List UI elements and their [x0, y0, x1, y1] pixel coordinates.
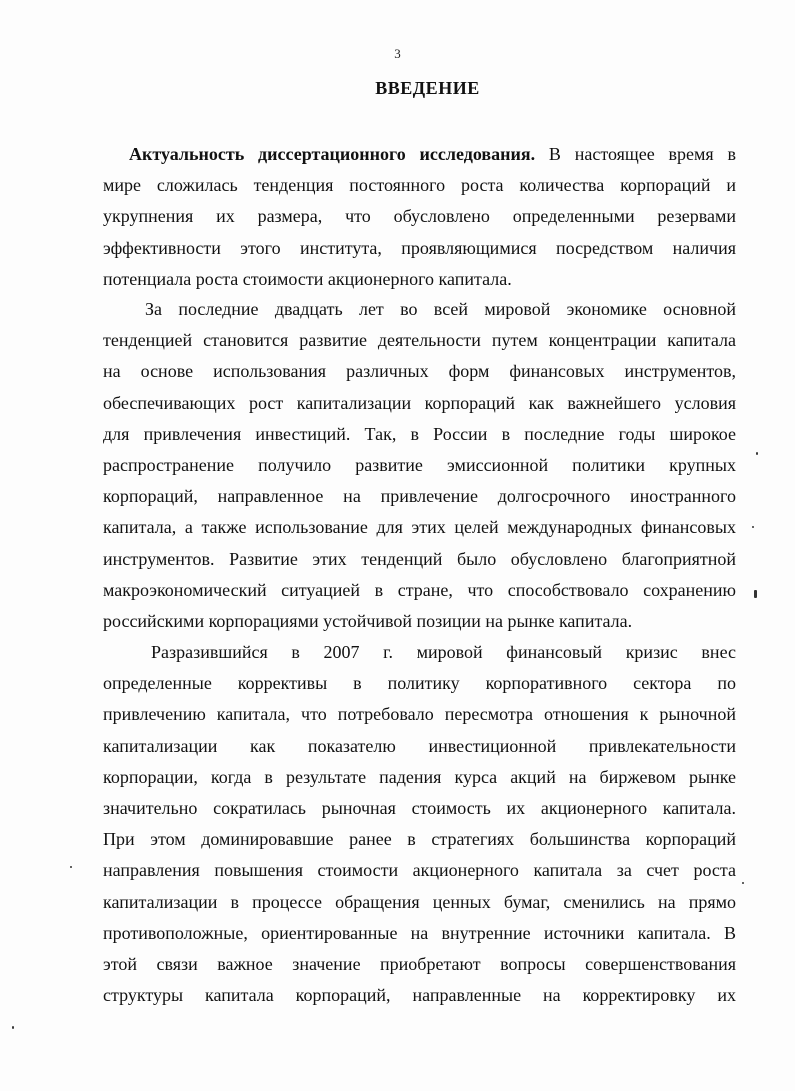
scan-speck	[12, 1026, 14, 1029]
paragraph-line: этой связи важное значение приобретают вопросы совершенствования	[103, 953, 736, 974]
scan-speck	[70, 866, 72, 868]
paragraph-line: для привлечения инвестиций. Так, в России в последние годы широкое	[103, 423, 736, 444]
paragraph-line: Разразившийся в 2007 г. мировой финансовый кризис внес	[151, 642, 736, 662]
paragraph-relevance	[103, 139, 736, 295]
scan-speck	[752, 526, 754, 528]
paragraph-line: макроэкономический ситуацией в стране, что способствовало сохранению	[103, 579, 736, 600]
scan-speck	[742, 882, 744, 884]
paragraph-line: определенные коррективы в политику корпоративного сектора по	[103, 673, 736, 694]
paragraph-line	[103, 139, 736, 170]
paragraph-line: капитала, а также использование для этих целей международных финансовых	[103, 517, 736, 538]
paragraph-line: инструментов. Развитие этих тенденций было обусловлено благоприятной	[103, 548, 736, 569]
page-number: 3	[394, 46, 401, 61]
scan-speck	[754, 590, 757, 598]
line-continuation: В настоящее время в	[535, 144, 736, 164]
section-title: ВВЕДЕНИЕ	[375, 78, 480, 98]
paragraph-line: капитализации в процессе обращения ценных бумаг, сменились на прямо	[103, 891, 736, 912]
paragraph-line: эффективности этого института, проявляющимися посредством наличия	[103, 237, 736, 258]
paragraph-line: При этом доминировавшие ранее в стратегиях большинства корпораций	[103, 829, 736, 850]
paragraph-line: корпорации, когда в результате падения курса акций на биржевом рынке	[103, 766, 736, 787]
paragraph-line: За последние двадцать лет во всей мировой экономике основной	[145, 299, 736, 319]
paragraph-line: тенденцией становится развитие деятельности путем концентрации капитала	[103, 330, 736, 351]
paragraph-line: направления повышения стоимости акционерного капитала за счет роста	[103, 860, 736, 881]
paragraph-line: мире сложилась тенденция постоянного роста количества корпораций и	[103, 175, 736, 196]
paragraph-line: укрупнения их размера, что обусловлено определенными резервами	[103, 206, 736, 227]
paragraph-trends	[103, 294, 736, 637]
paragraph-line: на основе использования различных форм финансовых инструментов,	[103, 361, 736, 382]
paragraph-line: потенциала роста стоимости акционерного капитала.	[103, 268, 512, 289]
paragraph-line: корпораций, направленное на привлечение долгосрочного иностранного	[103, 486, 736, 507]
paragraph-line: противоположные, ориентированные на внутренние источники капитала. В	[103, 922, 736, 943]
paragraph-line: структуры капитала корпораций, направленные на корректировку их	[103, 985, 736, 1006]
paragraph-line: значительно сократилась рыночная стоимость их акционерного капитала.	[103, 797, 736, 818]
bold-lead: Актуальность диссертационного исследования.	[129, 144, 536, 164]
paragraph-line: российскими корпорациями устойчивой позиции на рынке капитала.	[103, 610, 633, 631]
paragraph-line: привлечению капитала, что потребовало пересмотра отношения к рыночной	[103, 704, 736, 725]
scan-speck	[756, 452, 758, 455]
paragraph-crisis	[103, 637, 736, 1011]
paragraph-line: обеспечивающих рост капитализации корпораций как важнейшего условия	[103, 392, 736, 413]
paragraph-line: капитализации как показателю инвестиционной привлекательности	[103, 735, 736, 756]
paragraph-line: распространение получило развитие эмиссионной политики крупных	[103, 454, 736, 475]
